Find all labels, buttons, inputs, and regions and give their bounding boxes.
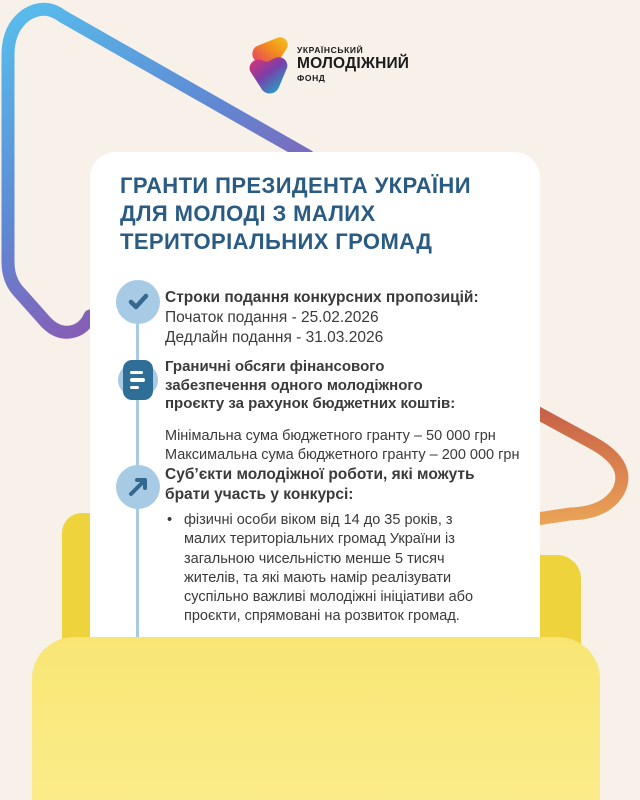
ukrainian-youth-fund-logo [248,34,409,94]
section-deadlines [165,288,525,348]
section-budget [165,358,525,465]
logo-word-bottom: ФОНД [297,72,326,83]
section-participants [165,465,525,627]
participants-heading-line-1: Суб’єкти молодіжної роботи, які можуть [165,466,475,483]
title-line-3: ТЕРИТОРІАЛЬНИХ ГРОМАД [120,229,433,254]
list-icon [118,360,158,400]
budget-max-amount: Максимальна сума бюджетного гранту – 200 000 грн [165,446,520,463]
title-line-2: ДЛЯ МОЛОДІ З МАЛИХ [120,201,376,226]
participants-heading-line-2: брати участь у конкурсі: [165,486,354,503]
budget-min-amount: Мінімальна сума бюджетного гранту – 50 000 грн [165,427,496,444]
budget-heading-line-2: забезпечення одного молодіжного [165,376,423,394]
participants-bullet-text: фізичні особи віком від 14 до 35 років, з малих територіальних громад України із загальною чисельністю менше 5 тисяч жителів, та які мають намір реалізувати суспільно важливі молодіжні ініціативи або проєкти, спрямовані на розвиток громад. [184,512,474,625]
bullet-marker: • [167,512,173,528]
deadlines-start-date: Початок подання - 25.02.2026 [165,309,379,326]
logo-word-top: УКРАЇНСЬКИЙ [297,44,364,55]
budget-heading-line-3: проєкту за рахунок бюджетних коштів: [165,395,456,412]
page-title [120,172,520,256]
arrow-up-right-icon [116,465,160,509]
deadlines-end-date: Дедлайн подання - 31.03.2026 [165,329,384,346]
folder-front [32,637,600,800]
logo-word-main: МОЛОДІЖНИЙ [297,55,410,73]
logo-mark-icon [248,34,290,94]
budget-heading-line-1: Граничні обсяги фінансового [165,358,385,375]
deadlines-heading: Строки подання конкурсних пропозицій: [165,289,479,306]
grant-info-card [90,152,540,672]
title-line-1: ГРАНТИ ПРЕЗИДЕНТА УКРАЇНИ [120,173,471,198]
orange-chevron-stroke [536,412,622,519]
check-icon [116,280,160,324]
participants-bullet-item [165,511,525,627]
